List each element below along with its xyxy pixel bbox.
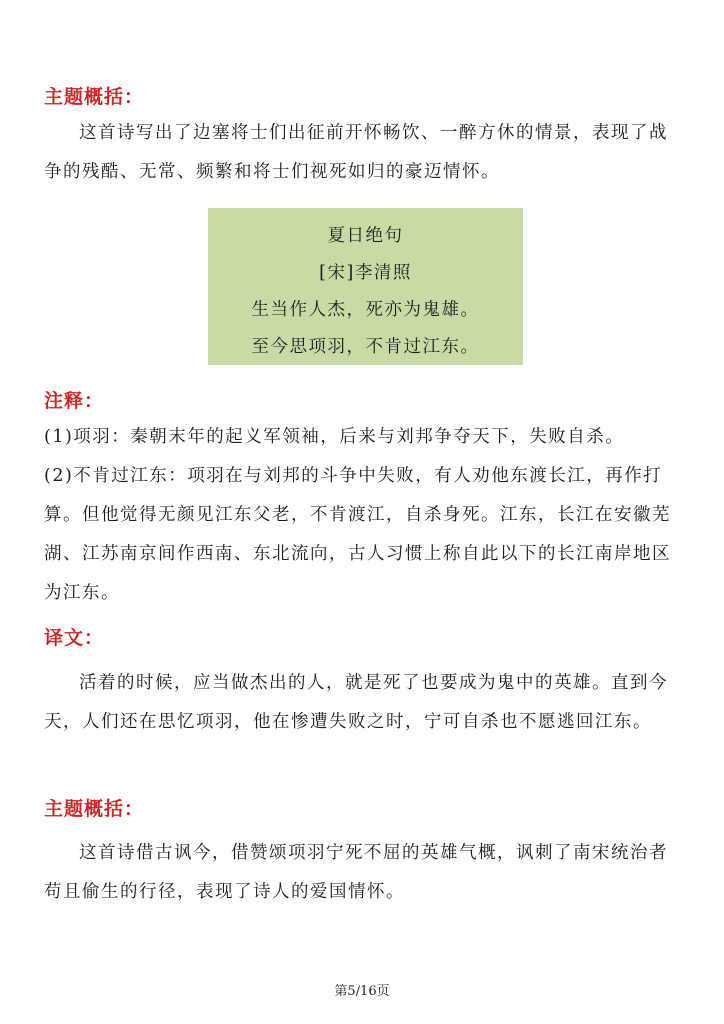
poem-box [208,208,523,365]
translation-text: 活着的时候，应当做杰出的人，就是死了也要成为鬼中的英雄。直到今天，人们还在思忆项羽，他在惨遭失败之时，宁可自杀也不愿逃回江东。 [44,673,668,732]
poem-line-1: 生当作人杰，死亦为鬼雄。 [251,300,480,320]
note-2: (2)不肯过江东：项羽在与刘邦的斗争中失败，有人劝他东渡长江，再作打算。但他觉得无颜见江东父老，不肯渡江，自杀身死。江东，长江在安徽芜湖、江苏南京间作西南、东北流向，古人习惯上称自此以下的长江南岸地区为江东。 [44,466,671,603]
poem-line-2: 至今思项羽，不肯过江东。 [251,337,480,357]
theme-summary-text-1: 这首诗写出了边塞将士们出征前开怀畅饮、一醉方休的情景，表现了战争的残酷、无常、频繁和将士们视死如归的豪迈情怀。 [44,123,668,182]
translation-heading: 译文： [44,627,105,649]
note-1: (1)项羽：秦朝末年的起义军领袖，后来与刘邦争夺天下，失败自杀。 [44,427,625,447]
notes-heading: 注释： [44,390,105,412]
poem-title: 夏日绝句 [327,226,404,246]
page-number: 第5/16页 [334,984,390,999]
theme-summary-heading-1: 主题概括： [44,86,145,108]
theme-summary-text-2: 这首诗借古讽今，借赞颂项羽宁死不屈的英雄气概，讽刺了南宋统治者苟且偷生的行径，表现了诗人的爱国情怀。 [44,843,668,902]
theme-summary-heading-2: 主题概括： [44,798,145,820]
poem-author: [宋]李清照 [319,263,412,283]
